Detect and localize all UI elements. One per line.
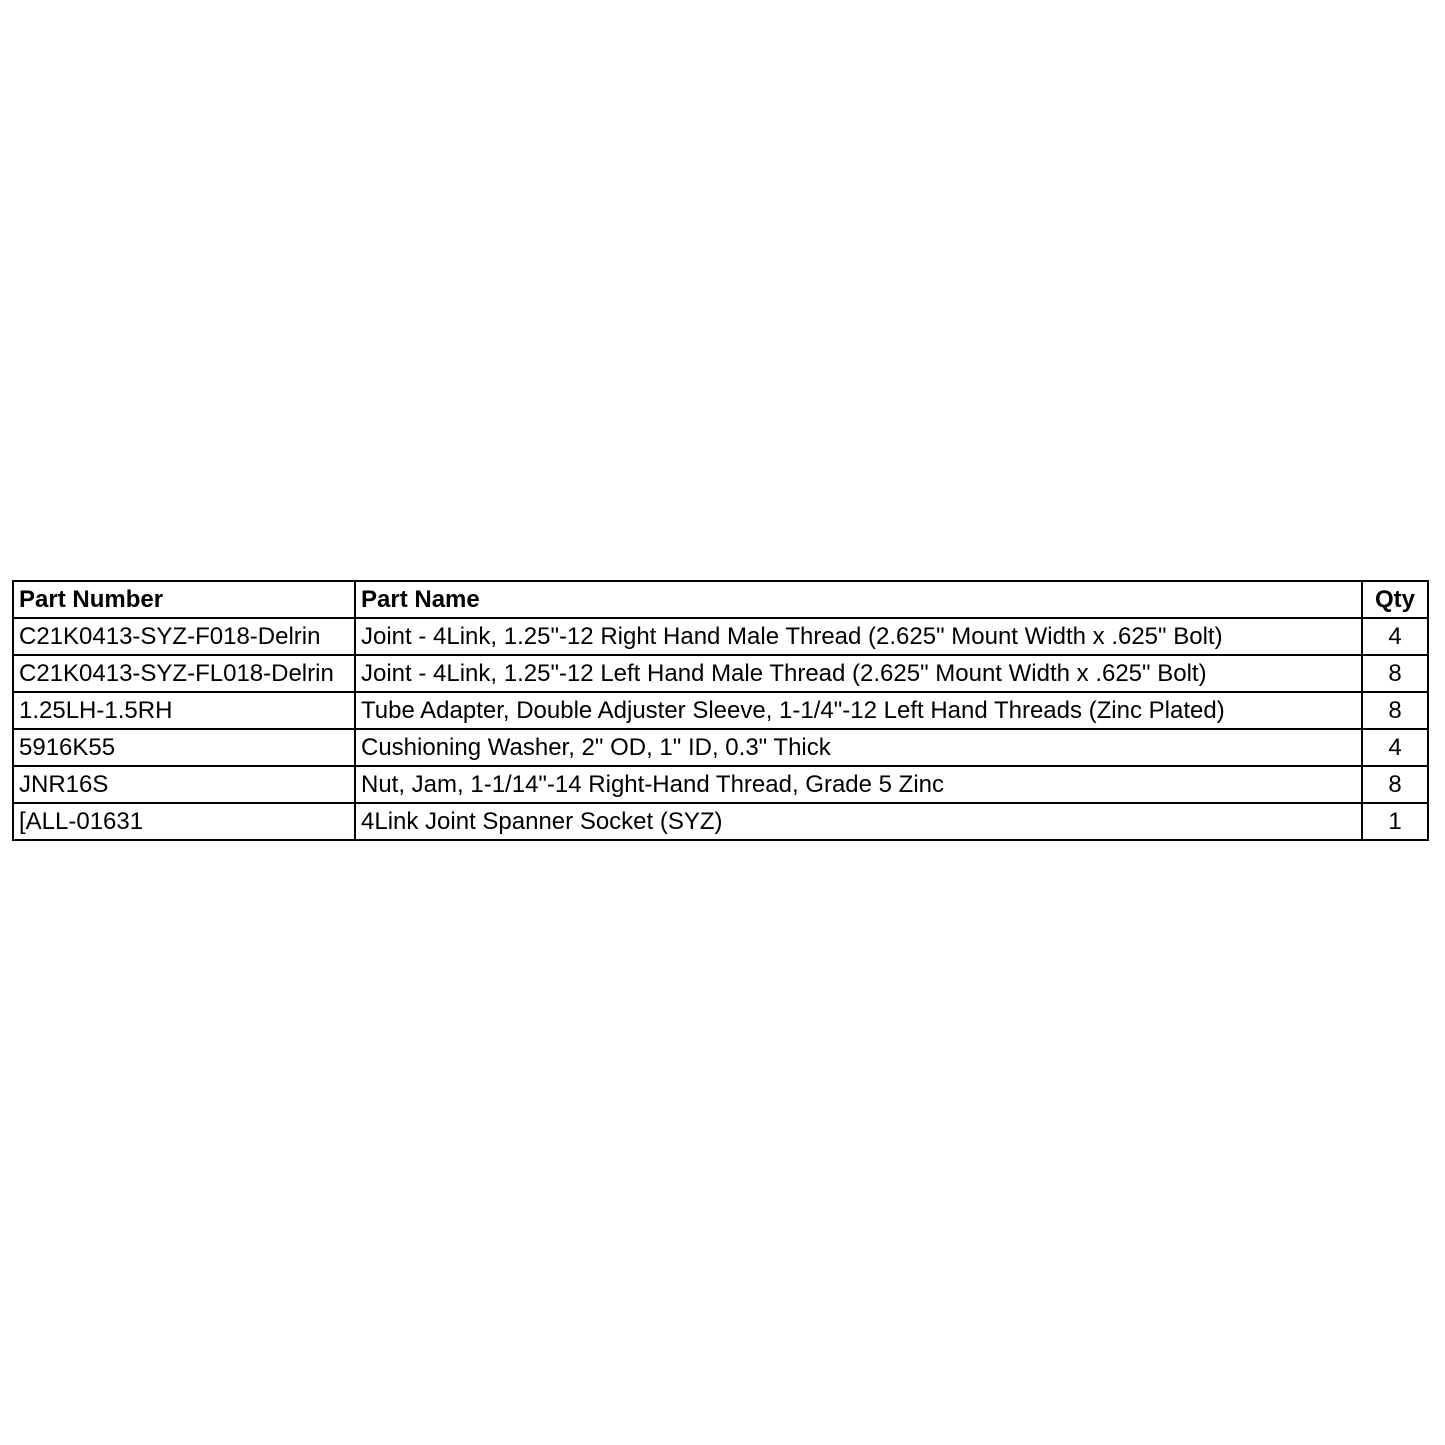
cell-part-name: Joint - 4Link, 1.25"-12 Left Hand Male Thread (2.625" Mount Width x .625" Bolt) (355, 655, 1362, 692)
parts-table (12, 580, 1429, 841)
cell-qty: 4 (1362, 618, 1428, 655)
cell-part-number: 5916K55 (13, 729, 355, 766)
cell-part-name: Joint - 4Link, 1.25"-12 Right Hand Male Thread (2.625" Mount Width x .625" Bolt) (355, 618, 1362, 655)
table-row (13, 766, 1428, 803)
cell-part-number: C21K0413-SYZ-F018-Delrin (13, 618, 355, 655)
table-header-row (13, 581, 1428, 618)
cell-part-name: 4Link Joint Spanner Socket (SYZ) (355, 803, 1362, 840)
table-row (13, 729, 1428, 766)
table-row (13, 655, 1428, 692)
header-qty: Qty (1362, 581, 1428, 618)
cell-qty: 8 (1362, 766, 1428, 803)
header-part-number: Part Number (13, 581, 355, 618)
cell-part-number: C21K0413-SYZ-FL018-Delrin (13, 655, 355, 692)
table-row (13, 692, 1428, 729)
cell-qty: 4 (1362, 729, 1428, 766)
cell-part-name: Nut, Jam, 1-1/14"-14 Right-Hand Thread, Grade 5 Zinc (355, 766, 1362, 803)
cell-part-name: Tube Adapter, Double Adjuster Sleeve, 1-1/4"-12 Left Hand Threads (Zinc Plated) (355, 692, 1362, 729)
header-part-name: Part Name (355, 581, 1362, 618)
cell-part-number: 1.25LH-1.5RH (13, 692, 355, 729)
table-row (13, 618, 1428, 655)
cell-qty: 8 (1362, 655, 1428, 692)
cell-part-number: [ALL-01631 (13, 803, 355, 840)
cell-qty: 1 (1362, 803, 1428, 840)
cell-part-number: JNR16S (13, 766, 355, 803)
cell-qty: 8 (1362, 692, 1428, 729)
table-row (13, 803, 1428, 840)
cell-part-name: Cushioning Washer, 2" OD, 1" ID, 0.3" Thick (355, 729, 1362, 766)
